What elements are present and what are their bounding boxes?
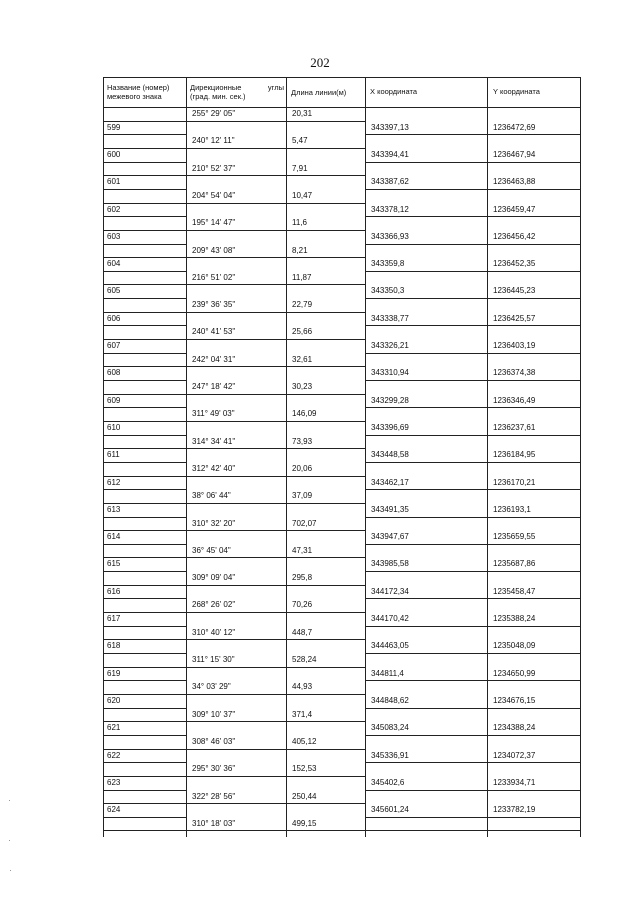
header-mark-name-line2: межевого знака: [107, 92, 162, 101]
point-name: 619: [107, 668, 121, 678]
segment-angle: 308° 46' 03": [192, 736, 236, 746]
table-row-border: [103, 667, 365, 668]
table-row-border: [103, 530, 365, 531]
header-angles-word1: Дирекционные: [190, 83, 242, 92]
segment-length: 702,07: [292, 518, 317, 528]
segment-angle: 295° 30' 36": [192, 764, 236, 774]
table-row-border: [103, 571, 186, 572]
table-row-border: [103, 503, 365, 504]
table-column-border: [487, 77, 488, 837]
table-row-border: [365, 626, 580, 627]
point-y: 1236403,19: [493, 341, 536, 351]
table-column-border: [365, 77, 366, 837]
segment-length: 10,47: [292, 190, 313, 200]
point-name: 600: [107, 149, 121, 159]
table-row-border: [103, 175, 365, 176]
point-x: 343338,77: [371, 313, 409, 323]
table-row-border: [103, 598, 186, 599]
coordinates-table: [103, 77, 580, 837]
table-row-border: [103, 230, 365, 231]
table-row-border: [365, 517, 580, 518]
table-row-border: [103, 762, 186, 763]
point-name: 610: [107, 422, 121, 432]
segment-angle: 310° 40' 12": [192, 627, 236, 637]
point-x: 343387,62: [371, 177, 409, 187]
table-row-border: [103, 134, 186, 135]
point-y: 1235687,86: [493, 559, 536, 569]
point-name: 602: [107, 204, 121, 214]
segment-length: 22,79: [292, 300, 313, 310]
point-y: 1236445,23: [493, 286, 536, 296]
table-row-border: [365, 708, 580, 709]
point-y: 1236374,38: [493, 368, 536, 378]
point-name: 606: [107, 313, 121, 323]
segment-length: 499,15: [292, 818, 317, 828]
point-y: 1236472,69: [493, 122, 536, 132]
point-x: 344172,34: [371, 586, 409, 596]
point-x: 344463,05: [371, 641, 409, 651]
point-x: 343448,58: [371, 450, 409, 460]
table-row-border: [103, 257, 365, 258]
point-name: 609: [107, 395, 121, 405]
segment-length: 25,66: [292, 327, 313, 337]
segment-length: 37,09: [292, 491, 313, 501]
segment-angle: 36° 45' 04": [192, 545, 231, 555]
point-name: 612: [107, 477, 121, 487]
point-x: 343397,13: [371, 122, 409, 132]
segment-angle: 322° 28' 56": [192, 791, 236, 801]
table-row-border: [103, 776, 365, 777]
point-name: 613: [107, 504, 121, 514]
table-row-border: [103, 312, 365, 313]
point-y: 1233782,19: [493, 805, 536, 815]
table-row-border: [103, 557, 365, 558]
point-x: 343378,12: [371, 204, 409, 214]
point-y: 1236425,57: [493, 313, 536, 323]
point-y: 1235048,09: [493, 641, 536, 651]
point-name: 620: [107, 695, 121, 705]
table-row-border: [103, 107, 580, 108]
point-name: 621: [107, 723, 121, 733]
segment-length: 47,31: [292, 545, 313, 555]
table-row-border: [365, 162, 580, 163]
point-y: 1236452,35: [493, 259, 536, 269]
table-row-border: [365, 571, 580, 572]
point-x: 343491,35: [371, 504, 409, 514]
segment-length: 152,53: [292, 764, 317, 774]
segment-angle: 312° 42' 40": [192, 463, 236, 473]
header-angles-word2: углы: [267, 83, 284, 92]
segment-length: 528,24: [292, 655, 317, 664]
segment-angle: 311° 49' 03": [192, 409, 235, 419]
table-row-border: [103, 298, 186, 299]
header-angles-line2: (град. мин. сек.): [190, 92, 246, 101]
segment-length: 7,91: [292, 163, 308, 173]
table-row-border: [365, 544, 580, 545]
table-row-border: [103, 325, 186, 326]
point-name: 618: [107, 641, 121, 651]
table-row-border: [103, 517, 186, 518]
table-row-border: [365, 830, 580, 831]
segment-angle: 240° 12' 11": [192, 136, 235, 146]
segment-length: 11,87: [292, 272, 312, 282]
point-x: 343462,17: [371, 477, 409, 487]
point-y: 1236456,42: [493, 231, 536, 241]
segment-length: 70,26: [292, 600, 313, 610]
point-x: 343359,8: [371, 259, 405, 269]
point-x: 344811,4: [371, 668, 404, 678]
table-row-border: [103, 407, 186, 408]
point-y: 1234676,15: [493, 695, 536, 705]
segment-length: 20,06: [292, 463, 313, 473]
table-row-border: [365, 380, 580, 381]
point-name: 623: [107, 777, 121, 787]
table-row-border: [103, 489, 186, 490]
segment-angle: 209° 43' 08": [192, 245, 236, 255]
table-row-border: [103, 817, 186, 818]
table-row-border: [103, 435, 186, 436]
table-row-border: [365, 244, 580, 245]
point-y: 1235388,24: [493, 614, 536, 624]
point-name: 624: [107, 805, 121, 815]
scan-speck: [10, 870, 11, 871]
point-y: 1236170,21: [493, 477, 536, 487]
point-y: 1236459,47: [493, 204, 536, 214]
point-y: 1235458,47: [493, 586, 536, 596]
header-angles-line1: [190, 83, 284, 92]
table-row-border: [365, 407, 580, 408]
point-name: 599: [107, 122, 121, 132]
table-row-border: [103, 121, 365, 122]
segment-angle: 268° 26' 02": [192, 600, 236, 610]
table-row-border: [365, 134, 580, 135]
table-row-border: [103, 216, 186, 217]
table-row-border: [365, 435, 580, 436]
header-mark-name-line1: Название (номер): [107, 83, 170, 92]
point-x: 343366,93: [371, 231, 409, 241]
segment-angle: 210° 52' 37": [192, 163, 236, 173]
table-row-border: [365, 189, 580, 190]
page-number: 202: [310, 55, 330, 70]
segment-length: 11,6: [292, 218, 307, 228]
segment-angle: 311° 15' 30": [192, 655, 235, 664]
table-row-border: [365, 817, 580, 818]
segment-length: 32,61: [292, 354, 313, 364]
table-column-border: [286, 77, 287, 837]
table-row-border: [103, 421, 365, 422]
segment-length: 30,23: [292, 382, 313, 391]
scan-speck: [9, 840, 10, 841]
header-x: X координата: [370, 87, 418, 96]
table-row-border: [103, 448, 365, 449]
scan-speck: [9, 800, 10, 801]
point-x: 343985,58: [371, 559, 409, 569]
table-row-border: [103, 244, 186, 245]
point-name: 605: [107, 286, 121, 296]
segment-length: 146,09: [292, 409, 317, 419]
table-row-border: [365, 462, 580, 463]
point-x: 345402,6: [371, 777, 405, 787]
table-column-border: [103, 77, 104, 837]
point-name: 608: [107, 368, 121, 378]
table-row-border: [103, 639, 365, 640]
segment-angle: 195° 14' 47": [192, 218, 236, 228]
segment-angle: 204° 54' 04": [192, 190, 236, 200]
segment-length: 8,21: [292, 245, 308, 255]
table-row-border: [103, 803, 365, 804]
point-x: 343394,41: [371, 149, 409, 159]
segment-length: 295,8: [292, 573, 313, 583]
table-row-border: [103, 148, 365, 149]
segment-angle: 216° 51' 02": [192, 272, 236, 282]
table-row-border: [365, 653, 580, 654]
header-length: Длина линии(м): [291, 88, 347, 97]
segment-length: 448,7: [292, 627, 313, 637]
point-name: 614: [107, 532, 121, 542]
segment-angle: 309° 10' 37": [192, 709, 236, 719]
header-y: Y координата: [493, 87, 540, 96]
header-mark-name: [107, 83, 185, 101]
table-row-border: [103, 353, 186, 354]
point-name: 603: [107, 231, 121, 241]
point-y: 1236463,88: [493, 177, 536, 187]
segment-angle: 239° 36' 35": [192, 300, 236, 310]
table-row-border: [103, 271, 186, 272]
point-name: 611: [107, 450, 120, 460]
point-x: 343326,21: [371, 341, 409, 351]
table-row-border: [365, 325, 580, 326]
table-row-border: [365, 353, 580, 354]
point-x: 345336,91: [371, 750, 409, 760]
table-row-border: [365, 271, 580, 272]
segment-length: 20,31: [292, 109, 313, 118]
segment-length: 250,44: [292, 791, 317, 801]
point-name: 601: [107, 177, 121, 187]
segment-length: 44,93: [292, 682, 313, 692]
table-row-border: [365, 216, 580, 217]
segment-length: 73,93: [292, 436, 313, 446]
point-name: 615: [107, 559, 121, 569]
segment-angle: 310° 32' 20": [192, 518, 236, 528]
table-row-border: [103, 612, 365, 613]
table-row-border: [103, 721, 365, 722]
table-row-border: [103, 203, 365, 204]
segment-angle: 38° 06' 44": [192, 491, 231, 501]
table-row-border: [103, 339, 365, 340]
table-row-border: [365, 735, 580, 736]
table-row-border: [365, 762, 580, 763]
point-x: 343396,69: [371, 422, 409, 432]
segment-length: 5,47: [292, 136, 308, 146]
header-angles: [190, 83, 284, 101]
point-y: 1236184,95: [493, 450, 536, 460]
point-x: 344848,62: [371, 695, 409, 705]
point-x: 344170,42: [371, 614, 409, 624]
segment-angle: 255° 29' 05": [192, 109, 236, 118]
table-row-border: [103, 680, 186, 681]
point-name: 617: [107, 614, 121, 624]
table-row-border: [103, 653, 186, 654]
point-y: 1236237,61: [493, 422, 536, 432]
table-row-border: [103, 394, 365, 395]
segment-angle: 309° 09' 04": [192, 573, 236, 583]
point-x: 343299,28: [371, 395, 409, 405]
table-row-border: [365, 298, 580, 299]
table-row-border: [103, 749, 365, 750]
table-column-border: [186, 77, 187, 837]
point-x: 343947,67: [371, 532, 409, 542]
point-x: 343310,94: [371, 368, 409, 378]
segment-angle: 314° 34' 41": [192, 436, 236, 446]
table-row-border: [103, 830, 365, 831]
table-row-border: [103, 735, 186, 736]
segment-angle: 34° 03' 29": [192, 682, 231, 692]
point-x: 345083,24: [371, 723, 409, 733]
segment-length: 405,12: [292, 736, 317, 746]
segment-angle: 310° 18' 03": [192, 818, 236, 828]
table-row-border: [365, 790, 580, 791]
point-name: 616: [107, 586, 121, 596]
table-row-border: [365, 598, 580, 599]
table-row-border: [103, 544, 186, 545]
table-row-border: [103, 790, 186, 791]
table-row-border: [103, 189, 186, 190]
point-name: 607: [107, 341, 121, 351]
table-column-border: [580, 77, 581, 837]
point-name: 604: [107, 259, 121, 269]
table-row-border: [103, 585, 365, 586]
table-row-border: [103, 626, 186, 627]
table-row-border: [103, 162, 186, 163]
point-x: 343350,3: [371, 286, 405, 296]
point-name: 622: [107, 750, 121, 760]
table-row-border: [103, 708, 186, 709]
table-row-border: [103, 476, 365, 477]
point-y: 1236193,1: [493, 504, 531, 514]
table-row-border: [365, 680, 580, 681]
segment-angle: 242° 04' 31": [192, 354, 236, 364]
point-y: 1233934,71: [493, 777, 536, 787]
point-y: 1235659,55: [493, 532, 536, 542]
point-x: 345601,24: [371, 805, 409, 815]
table-row-border: [365, 489, 580, 490]
table-row-border: [103, 462, 186, 463]
table-row-border: [103, 77, 580, 78]
table-row-border: [103, 284, 365, 285]
segment-length: 371,4: [292, 709, 313, 719]
point-y: 1234650,99: [493, 668, 536, 678]
point-y: 1236467,94: [493, 149, 536, 159]
table-row-border: [103, 366, 365, 367]
point-y: 1234388,24: [493, 723, 536, 733]
point-y: 1236346,49: [493, 395, 536, 405]
segment-angle: 240° 41' 53": [192, 327, 236, 337]
table-row-border: [103, 380, 186, 381]
segment-angle: 247° 18' 42": [192, 382, 236, 391]
table-row-border: [103, 694, 365, 695]
point-y: 1234072,37: [493, 750, 536, 760]
